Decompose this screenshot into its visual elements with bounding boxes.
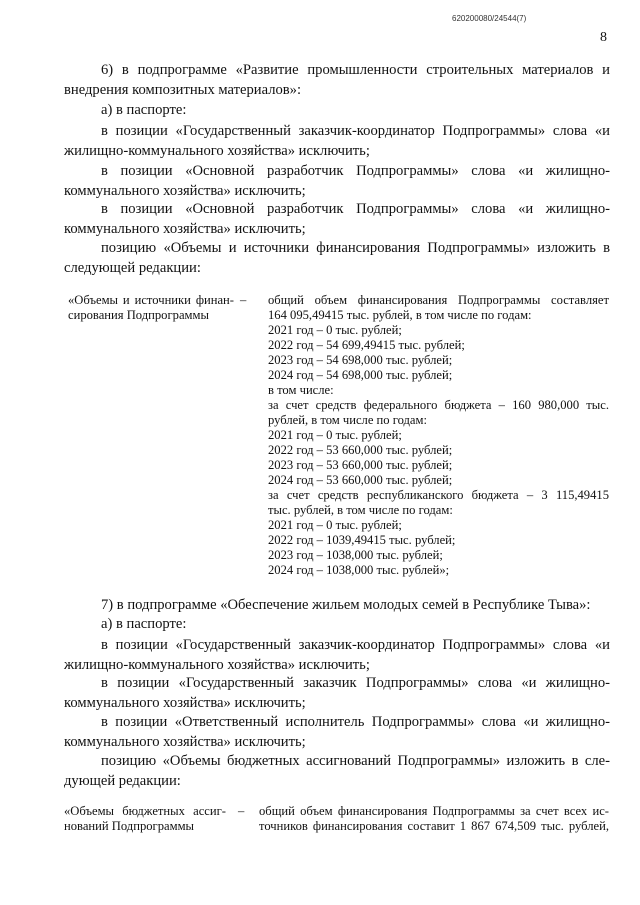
table1-right-line: в том числе:: [268, 383, 334, 397]
section7-item4-line1: позицию «Объемы бюджетных ассигнований Подпрограммы» изложить в сле-: [101, 753, 610, 769]
table1-right-line: 164 095,49415 тыс. рублей, в том числе по годам:: [268, 308, 532, 322]
section7-intro: 7) в подпрограмме «Обеспечение жильем молодых семей в Республике Тыва»:: [101, 597, 591, 613]
table1-right-line: 2024 год – 54 698,000 тыс. рублей;: [268, 368, 453, 382]
section6-item1-line1: в позиции «Государственный заказчик-координатор Подпрограммы» слова «и: [101, 123, 610, 139]
section6-intro-line2: внедрения композитных материалов»:: [64, 82, 302, 98]
section7-item2-line2: коммунального хозяйства» исключить;: [64, 695, 306, 711]
table1-right-line: 2023 год – 54 698,000 тыс. рублей;: [268, 353, 453, 367]
table1-right-line: 2024 год – 53 660,000 тыс. рублей;: [268, 473, 453, 487]
table1-left-line2: сирования Подпрограммы: [68, 308, 209, 322]
section7-item1-line1: в позиции «Государственный заказчик-координатор Подпрограммы» слова «и: [101, 637, 610, 653]
table2-left-line1: «Объемы бюджетных ассиг-: [64, 804, 226, 818]
table1-right-line: за счет средств федерального бюджета – 160 980,000 тыс.: [268, 398, 609, 412]
section7-item2-line1: в позиции «Государственный заказчик Подпрограммы» слова «и жилищно-: [101, 675, 610, 691]
table2-right-line: точников финансирования составит 1 867 674,509 тыс. рублей,: [259, 819, 609, 833]
table2-left-line2: нований Подпрограммы: [64, 819, 194, 833]
table1-right-line: 2021 год – 0 тыс. рублей;: [268, 323, 402, 337]
table1-right-line: общий объем финансирования Подпрограммы составляет: [268, 293, 609, 307]
section6-item2-line1: в позиции «Основной разработчик Подпрограммы» слова «и жилищно-: [101, 163, 610, 179]
table1-left-line1: «Объемы и источники финан-: [68, 293, 234, 307]
table2-right-line: общий объем финансирования Подпрограммы за счет всех ис-: [259, 804, 609, 818]
section6-item1-line2: жилищно-коммунального хозяйства» исключить;: [64, 143, 370, 159]
table1-right-line: 2022 год – 54 699,49415 тыс. рублей;: [268, 338, 465, 352]
table1-right-line: 2023 год – 1038,000 тыс. рублей;: [268, 548, 443, 562]
section7-item3-line1: в позиции «Ответственный исполнитель Подпрограммы» слова «и жилищно-: [101, 714, 610, 730]
section6-intro-line1: 6) в подпрограмме «Развитие промышленности строительных материалов и: [101, 62, 610, 78]
table1-right-line: 2023 год – 53 660,000 тыс. рублей;: [268, 458, 453, 472]
table1-right-line: за счет средств республиканского бюджета – 3 115,49415: [268, 488, 609, 502]
section6-item2-line2: коммунального хозяйства» исключить;: [64, 183, 306, 199]
table1-dash: –: [240, 293, 247, 307]
table2-dash: –: [238, 804, 245, 818]
section6-item3-line1: в позиции «Основной разработчик Подпрограммы» слова «и жилищно-: [101, 201, 610, 217]
section7-item3-line2: коммунального хозяйства» исключить;: [64, 734, 306, 750]
section6-item4-line1: позицию «Объемы и источники финансирования Подпрограммы» изложить в: [101, 240, 610, 256]
page-number: 8: [600, 30, 607, 45]
section6-item3-line2: коммунального хозяйства» исключить;: [64, 221, 306, 237]
section7-item1-line2: жилищно-коммунального хозяйства» исключить;: [64, 657, 370, 673]
table1-right-line: рублей, в том числе по годам:: [268, 413, 427, 427]
table1-right-line: 2022 год – 1039,49415 тыс. рублей;: [268, 533, 456, 547]
table1-right-line: 2021 год – 0 тыс. рублей;: [268, 518, 402, 532]
table1-right-line: 2024 год – 1038,000 тыс. рублей»;: [268, 563, 450, 577]
section6-item4-line2: следующей редакции:: [64, 260, 201, 276]
table1-right-line: тыс. рублей, в том числе по годам:: [268, 503, 453, 517]
table1-right-line: 2021 год – 0 тыс. рублей;: [268, 428, 402, 442]
document-code: 620200080/24544(7): [452, 14, 527, 23]
section7-item4-line2: дующей редакции:: [64, 773, 181, 789]
section6-subitem-a: а) в паспорте:: [101, 102, 187, 118]
table1-right-line: 2022 год – 53 660,000 тыс. рублей;: [268, 443, 453, 457]
section7-subitem-a: а) в паспорте:: [101, 616, 187, 632]
